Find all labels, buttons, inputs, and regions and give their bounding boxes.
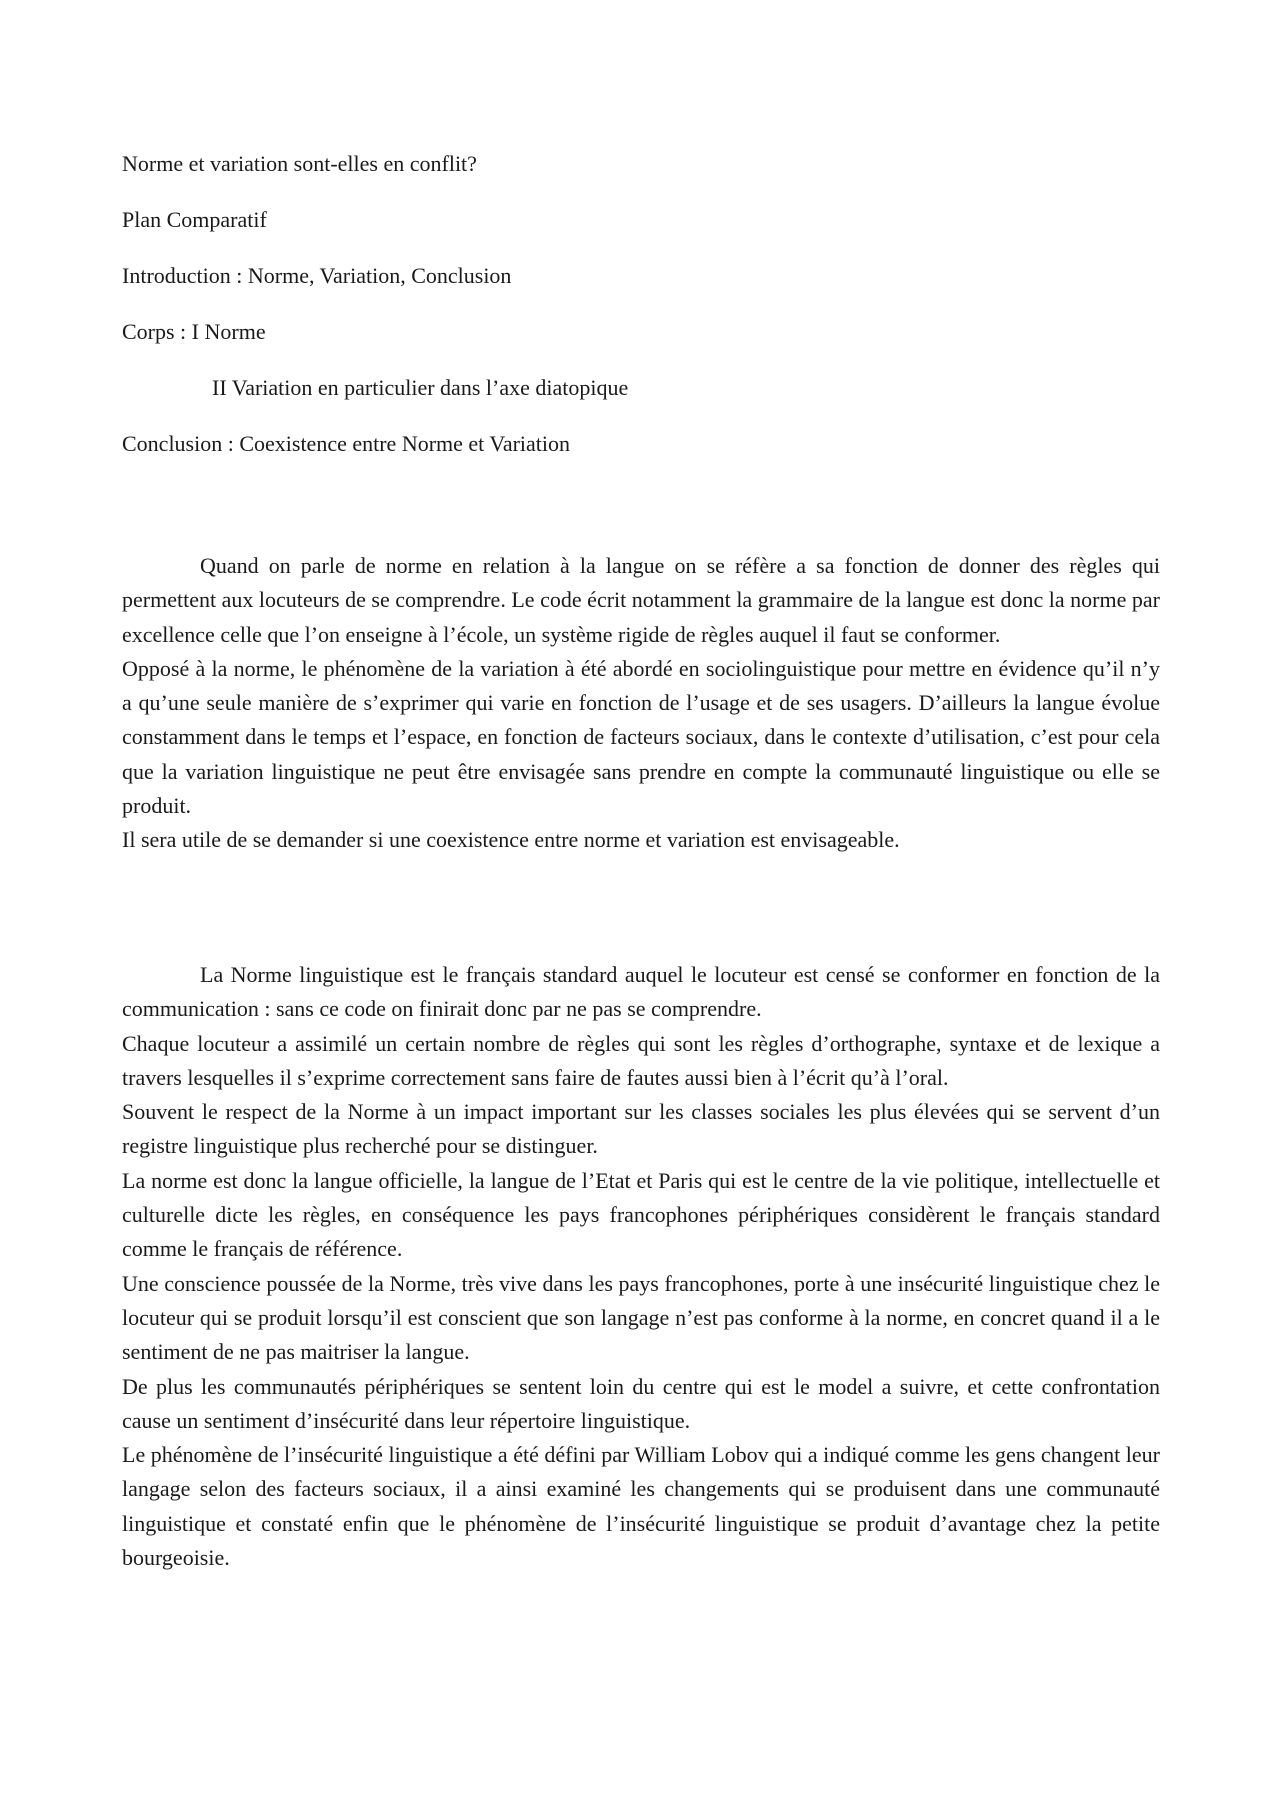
paragraph: Une conscience poussée de la Norme, très vive dans les pays francophones, porte à une insécurité linguistique chez le locuteur qui se produit lorsqu’il est conscient que son langage n’est pas conforme à la norme, en concret quand il a le sentiment de ne pas maitriser la langue. <box>122 1270 1160 1365</box>
paragraph: Souvent le respect de la Norme à un impact important sur les classes sociales les plus élevées qui se servent d’un registre linguistique plus recherché pour se distinguer. <box>122 1099 1160 1159</box>
plan-conclusion: Conclusion : Coexistence entre Norme et Variation <box>122 431 571 456</box>
plan-corps: Corps : I Norme <box>122 319 266 344</box>
paragraph: Le phénomène de l’insécurité linguistique a été défini par William Lobov qui a indiqué comme les gens changent leur langage selon des facteurs sociaux, il a ainsi examiné les changements qui se produisent dans une communauté linguistique et constaté enfin que le phénomène de l’insécurité linguistique se produit d’avantage chez la petite bourgeoisie. <box>122 1442 1160 1571</box>
outline-block <box>122 150 1160 458</box>
paragraph: Quand on parle de norme en relation à la langue on se réfère a sa fonction de donner des règles qui permettent aux locuteurs de se comprendre. Le code écrit notamment la grammaire de la langue est donc la norme par excellence celle que l’on enseigne à l’école, un système rigide de règles auquel il faut se conformer. <box>122 553 1160 647</box>
paragraph: Opposé à la norme, le phénomène de la variation à été abordé en sociolinguistique pour mettre en évidence qu’il n’y a qu’une seule manière de s’exprimer qui varie en fonction de l’usage et de ses usagers. D’ailleurs la langue évolue constamment dans le temps et l’espace, en fonction de facteurs sociaux, dans le contexte d’utilisation, c’est pour cela que la variation linguistique ne peut être envisagée sans prendre en compte la communauté linguistique ou elle se produit. <box>122 655 1160 819</box>
paragraph: La norme est donc la langue officielle, la langue de l’Etat et Paris qui est le centre de la vie politique, intellectuelle et culturelle dicte les règles, en conséquence les pays francophones périphériques considèrent le français standard comme le français de référence. <box>122 1167 1160 1262</box>
paragraph: Chaque locuteur a assimilé un certain nombre de règles qui sont les règles d’orthographe, syntaxe et de lexique a travers lesquelles il s’exprime correctement sans faire de fautes aussi bien à l’écrit qu’à l’oral. <box>122 1030 1160 1090</box>
norme-section <box>122 958 1160 1575</box>
paragraph: Il sera utile de se demander si une coexistence entre norme et variation est envisageable. <box>122 827 900 853</box>
plan-corps-ii: II Variation en particulier dans l’axe diatopique <box>212 375 629 400</box>
plan-introduction: Introduction : Norme, Variation, Conclusion <box>122 263 512 288</box>
plan-label: Plan Comparatif <box>122 207 267 232</box>
document-title: Norme et variation sont-elles en conflit? <box>122 151 477 176</box>
paragraph: De plus les communautés périphériques se sentent loin du centre qui est le model a suivre, et cette confrontation cause un sentiment d’insécurité dans leur répertoire linguistique. <box>122 1373 1160 1433</box>
document-page <box>122 150 1160 1571</box>
paragraph: La Norme linguistique est le français standard auquel le locuteur est censé se conformer en fonction de la communication : sans ce code on finirait donc par ne pas se comprendre. <box>122 962 1160 1022</box>
introduction-section <box>122 549 1160 858</box>
